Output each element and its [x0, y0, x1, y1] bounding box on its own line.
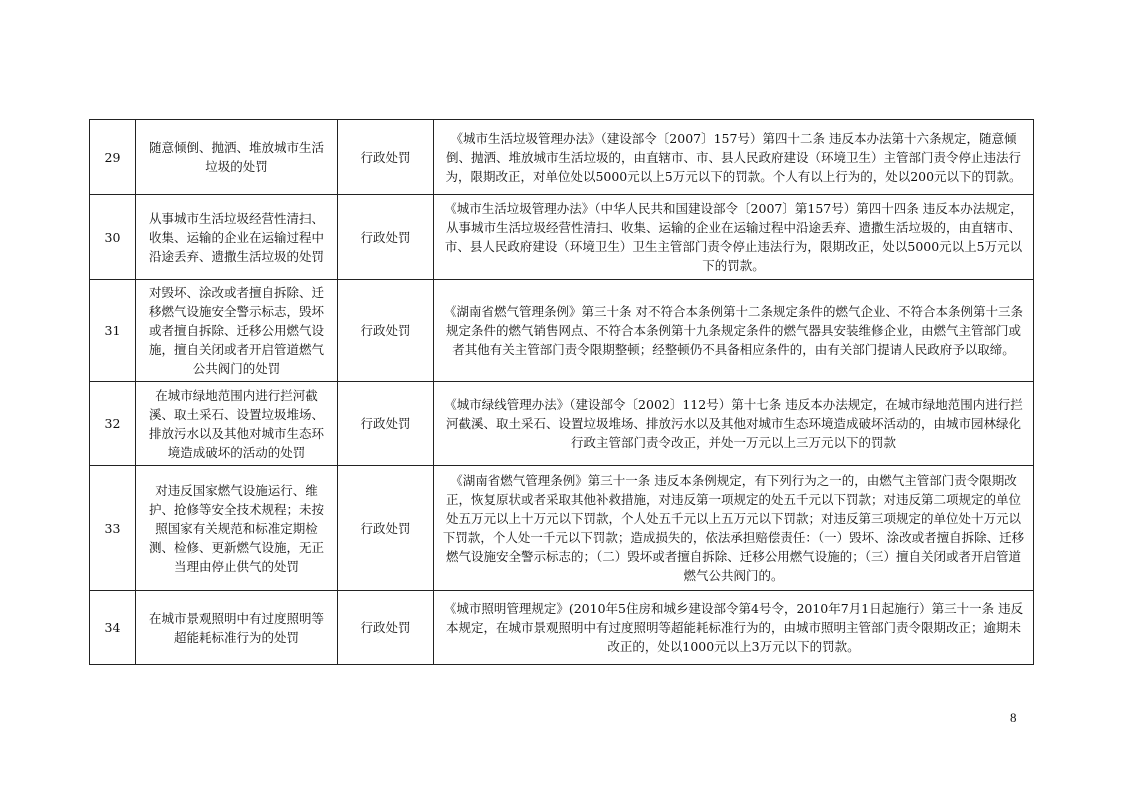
penalty-type: 行政处罚 [338, 195, 434, 280]
penalty-type: 行政处罚 [338, 466, 434, 591]
item-name: 对违反国家燃气设施运行、维护、抢修等安全技术规程；未按照国家有关规范和标准定期检测、检修、更新燃气设施，无正当理由停止供气的处罚 [136, 466, 338, 591]
table-row [90, 195, 1034, 280]
table-row [90, 466, 1034, 591]
page-number: 8 [1010, 710, 1017, 725]
table-row [90, 280, 1034, 382]
row-number: 29 [90, 120, 136, 195]
legal-basis: 《湖南省燃气管理条例》第三十条 对不符合本条例第十二条规定条件的燃气企业、不符合本条例第十三条规定条件的燃气销售网点、不符合本条例第十九条规定条件的燃气器具安装维修企业，由燃气主管部门或者其他有关主管部门责令限期整顿；经整顿仍不具备相应条件的，由有关部门提请人民政府予以取缔。 [434, 280, 1034, 382]
row-number: 33 [90, 466, 136, 591]
table-row [90, 591, 1034, 665]
legal-basis: 《城市绿线管理办法》（建设部令〔2002〕112号）第十七条 违反本办法规定，在城市绿地范围内进行拦河截溪、取土采石、设置垃圾堆场、排放污水以及其他对城市生态环境造成破坏活动的，由城市园林绿化行政主管部门责令改正，并处一万元以上三万元以下的罚款 [434, 382, 1034, 466]
row-number: 30 [90, 195, 136, 280]
penalty-type: 行政处罚 [338, 382, 434, 466]
penalty-table [89, 119, 1034, 665]
legal-basis: 《城市照明管理规定》(2010年5住房和城乡建设部令第4号令，2010年7月1日起施行）第三十一条 违反本规定，在城市景观照明中有过度照明等超能耗标准行为的，由城市照明主管部门责令限期改正；逾期未改正的，处以1000元以上3万元以下的罚款。 [434, 591, 1034, 665]
item-name: 在城市景观照明中有过度照明等超能耗标准行为的处罚 [136, 591, 338, 665]
row-number: 34 [90, 591, 136, 665]
table-row [90, 120, 1034, 195]
legal-basis: 《湖南省燃气管理条例》第三十一条 违反本条例规定，有下列行为之一的，由燃气主管部门责令限期改正，恢复原状或者采取其他补救措施，对违反第一项规定的处五千元以下罚款；对违反第二项规定的单位处五万元以上十万元以下罚款，个人处五千元以上五万元以下罚款；对违反第三项规定的单位处十万元以下罚款，个人处一千元以下罚款；造成损失的，依法承担赔偿责任：（一）毁坏、涂改或者擅自拆除、迁移燃气设施安全警示标志的；（二）毁坏或者擅自拆除、迁移公用燃气设施的；（三）擅自关闭或者开启管道燃气公共阀门的。 [434, 466, 1034, 591]
row-number: 32 [90, 382, 136, 466]
legal-basis: 《城市生活垃圾管理办法》（建设部令〔2007〕157号）第四十二条 违反本办法第十六条规定，随意倾倒、抛洒、堆放城市生活垃圾的，由直辖市、市、县人民政府建设（环境卫生）主管部门责令停止违法行为，限期改正，对单位处以5000元以上5万元以下的罚款。个人有以上行为的，处以200元以下的罚款。 [434, 120, 1034, 195]
penalty-type: 行政处罚 [338, 120, 434, 195]
table-row [90, 382, 1034, 466]
penalty-type: 行政处罚 [338, 591, 434, 665]
item-name: 从事城市生活垃圾经营性清扫、收集、运输的企业在运输过程中沿途丢弃、遗撒生活垃圾的处罚 [136, 195, 338, 280]
penalty-type: 行政处罚 [338, 280, 434, 382]
item-name: 在城市绿地范围内进行拦河截溪、取土采石、设置垃圾堆场、排放污水以及其他对城市生态环境造成破坏的活动的处罚 [136, 382, 338, 466]
row-number: 31 [90, 280, 136, 382]
legal-basis: 《城市生活垃圾管理办法》（中华人民共和国建设部令〔2007〕第157号）第四十四条 违反本办法规定，从事城市生活垃圾经营性清扫、收集、运输的企业在运输过程中沿途丢弃、遗撒生活垃圾的，由直辖市、市、县人民政府建设（环境卫生）卫生主管部门责令停止违法行为，限期改正，处以5000元以上5万元以下的罚款。 [434, 195, 1034, 280]
item-name: 对毁坏、涂改或者擅自拆除、迁移燃气设施安全警示标志，毁坏或者擅自拆除、迁移公用燃气设施，擅自关闭或者开启管道燃气公共阀门的处罚 [136, 280, 338, 382]
item-name: 随意倾倒、抛洒、堆放城市生活垃圾的处罚 [136, 120, 338, 195]
